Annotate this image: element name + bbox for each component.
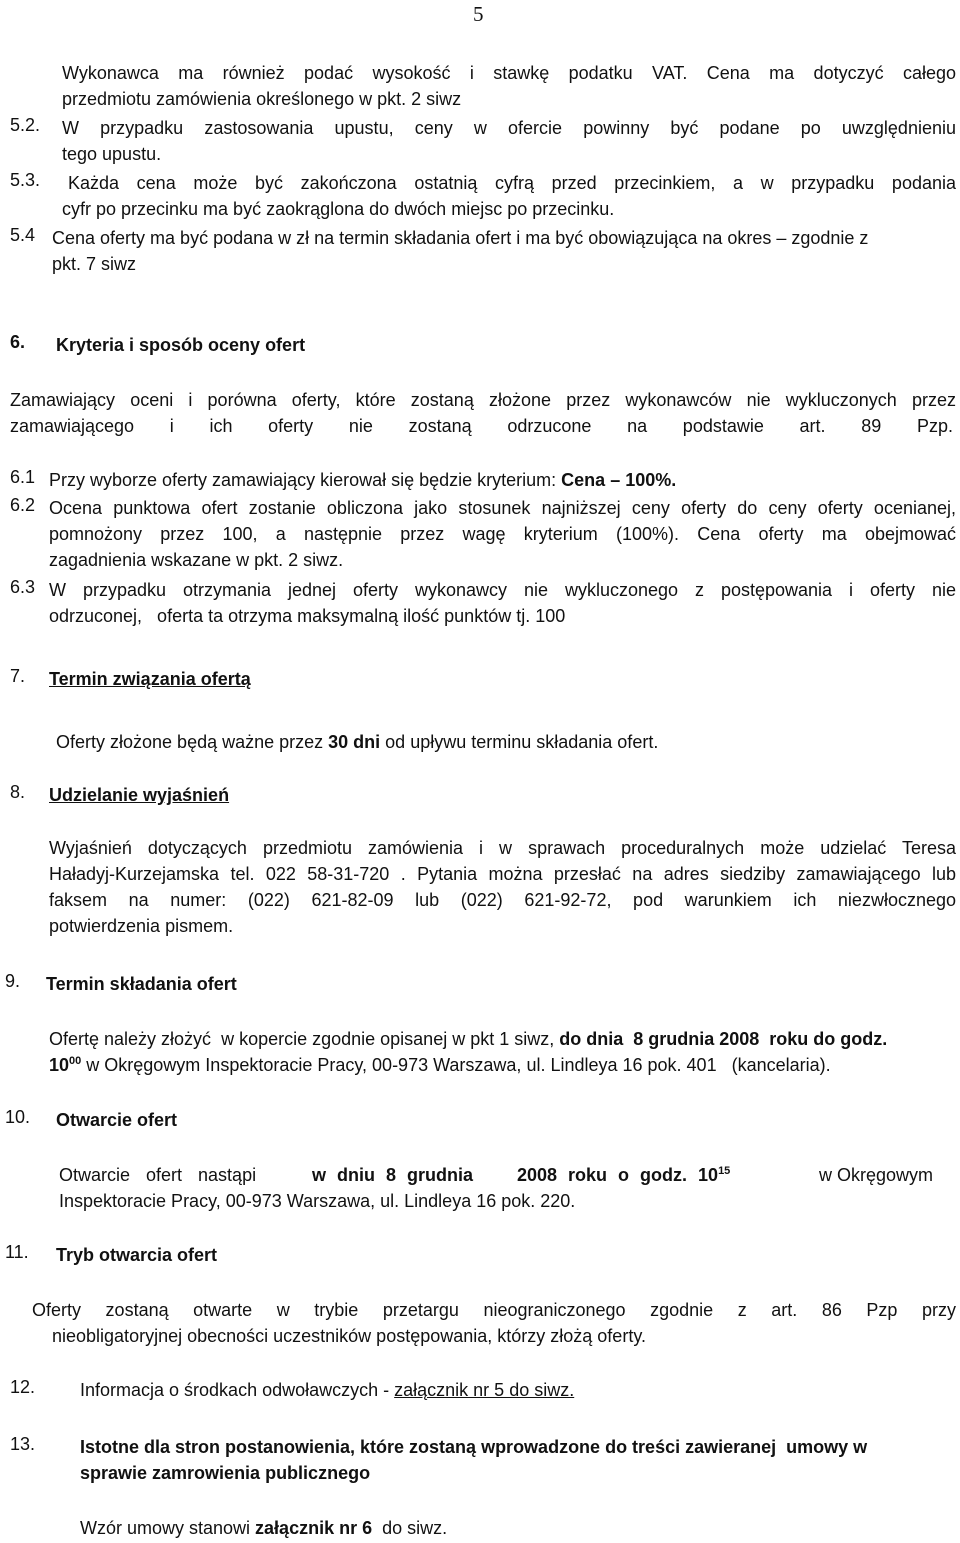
paragraph-line: faksem na numer: (022) 621-82-09 lub (022) 621-92-72, pod warunkiem ich niezwłocznego [49,890,956,910]
section-6-3 [0,577,960,629]
section-12 [0,1377,960,1403]
section-5-4 [0,225,960,277]
item-number: 5.4 [10,225,36,245]
section-number: 10. [5,1107,31,1127]
section-9-body [0,1026,960,1078]
paragraph-line: potwierdzenia pismem. [49,916,234,936]
paragraph-text: Otwarcie ofert nastąpi [59,1165,257,1185]
paragraph-line: przedmiotu zamówienia określonego w pkt. 2 siwz [62,89,462,109]
paragraph-line: W przypadku otrzymania jednej oferty wykonawcy nie wykluczonego z postępowania i oferty nie [49,580,956,600]
section-10-body [0,1162,960,1214]
paragraph-text: od upływu terminu składania ofert. [380,732,659,752]
paragraph-line: zamawiającego i ich oferty nie zostaną odrzucone na podstawie art. 89 Pzp. [10,416,953,436]
paragraph-line: Inspektoracie Pracy, 00-973 Warszawa, ul. Lindleya 16 pok. 220. [59,1191,576,1211]
section-13 [0,1434,960,1486]
section-number: 8. [10,782,26,802]
paragraph-line: Zamawiający oceni i porówna oferty, które zostaną złożone przez wykonawców nie wykluczonych przez [10,390,956,410]
item-number: 6.3 [10,577,36,597]
section-11-body [0,1297,960,1349]
item-number: 6.1 [10,467,36,487]
section-6-2 [0,495,960,573]
section-5-3 [0,170,960,222]
criterion-emphasis: Cena – 100%. [561,470,677,490]
paragraph-line: pomnożony przez 100, a następnie przez wagę kryterium (100%). Cena oferty ma obejmować [49,524,956,544]
paragraph-text: Przy wyborze oferty zamawiający kierował się będzie kryterium: [49,470,562,490]
section-6-intro [0,387,960,439]
section-9-heading [0,971,960,997]
section-heading: sprawie zamrowienia publicznego [80,1463,371,1483]
deadline-minutes: 00 [69,1055,82,1067]
paragraph-line: W przypadku zastosowania upustu, ceny w ofercie powinny być podane po uwzględnieniu [62,118,956,138]
paragraph-text: do siwz. [372,1518,448,1538]
section-number: 7. [10,666,26,686]
paragraph-line: Oferty zostaną otwarte w trybie przetargu nieograniczonego zgodnie z art. 86 Pzp przy [32,1300,956,1320]
section-heading: Udzielanie wyjaśnień [49,785,230,805]
section-heading: Otwarcie ofert [56,1110,178,1130]
section-6-heading [0,332,960,358]
paragraph-line: zagadnienia wskazane w pkt. 2 siwz. [49,550,344,570]
opening-minutes: 15 [718,1165,731,1177]
attachment-reference: załącznik nr 6 [255,1518,373,1538]
section-8-heading [0,782,960,808]
paragraph-line: tego upustu. [62,144,162,164]
section-5-intro [0,60,960,112]
validity-period: 30 dni [328,732,381,752]
item-number: 5.2. [10,115,41,135]
section-10-heading [0,1107,960,1133]
section-heading: Termin związania ofertą [49,669,251,689]
paragraph-text: w Okręgowym Inspektoracie Pracy, 00-973 Warszawa, ul. Lindleya 16 pok. 401 (kancelaria). [81,1055,831,1075]
section-11-heading [0,1242,960,1268]
paragraph-line: nieobligatoryjnej obecności uczestników postępowania, którzy złożą oferty. [52,1326,646,1346]
section-13-body [0,1515,960,1541]
paragraph-line: cyfr po przecinku ma być zaokrąglona do dwóch miejsc po przecinku. [62,199,615,219]
section-7-heading [0,666,960,692]
paragraph-text: w Okręgowym [819,1165,934,1185]
paragraph-text: Ofertę należy złożyć w kopercie zgodnie opisanej w pkt 1 siwz, [49,1029,560,1049]
section-heading: Tryb otwarcia ofert [56,1245,218,1265]
attachment-reference: załącznik nr 5 do siwz. [394,1380,575,1400]
section-number: 11. [5,1242,29,1262]
section-5-2 [0,115,960,167]
paragraph-line: pkt. 7 siwz [52,254,137,274]
paragraph-text: Oferty złożone będą ważne przez [56,732,329,752]
paragraph-line: Ocena punktowa ofert zostanie obliczona jako stosunek najniższej ceny oferty do ceny oferty ocenianej, [49,498,956,518]
section-number: 6. [10,332,26,352]
section-number: 9. [5,971,21,991]
deadline-hour: 10 [49,1055,70,1075]
section-6-1 [0,467,960,493]
deadline-date: do dnia 8 grudnia 2008 roku do godz. [559,1029,888,1049]
section-heading: Kryteria i sposób oceny ofert [56,335,306,355]
section-number: 13. [10,1434,36,1454]
section-8-body [0,835,960,939]
paragraph-line: odrzuconej, oferta ta otrzyma maksymalną ilość punktów tj. 100 [49,606,566,626]
section-number: 12. [10,1377,36,1397]
paragraph-text: Informacja o środkach odwoławczych - [80,1380,395,1400]
paragraph-text: Wzór umowy stanowi [80,1518,256,1538]
item-number: 5.3. [10,170,41,190]
section-7-body [0,729,960,755]
paragraph-line: Każda cena może być zakończona ostatnią cyfrą przed przecinkiem, a w przypadku podania [68,173,956,193]
paragraph-line: Wyjaśnień dotyczących przedmiotu zamówienia i w sprawach proceduralnych może udzielać Teresa [49,838,956,858]
section-heading: Termin składania ofert [46,974,237,994]
section-heading: Istotne dla stron postanowienia, które zostaną wprowadzone do treści zawieranej umowy w [80,1437,868,1457]
opening-date: w dniu 8 grudnia 2008 roku o godz. 10 [312,1165,719,1185]
page-number: 5 [473,2,484,26]
item-number: 6.2 [10,495,36,515]
paragraph-line: Haładyj-Kurzejamska tel. 022 58-31-720 . Pytania można przesłać na adres siedziby zamawiającego lub [49,864,956,884]
paragraph-line: Cena oferty ma być podana w zł na termin składania ofert i ma być obowiązująca na okres – zgodnie z [52,228,869,248]
paragraph-line: Wykonawca ma również podać wysokość i stawkę podatku VAT. Cena ma dotyczyć całego [62,63,956,83]
